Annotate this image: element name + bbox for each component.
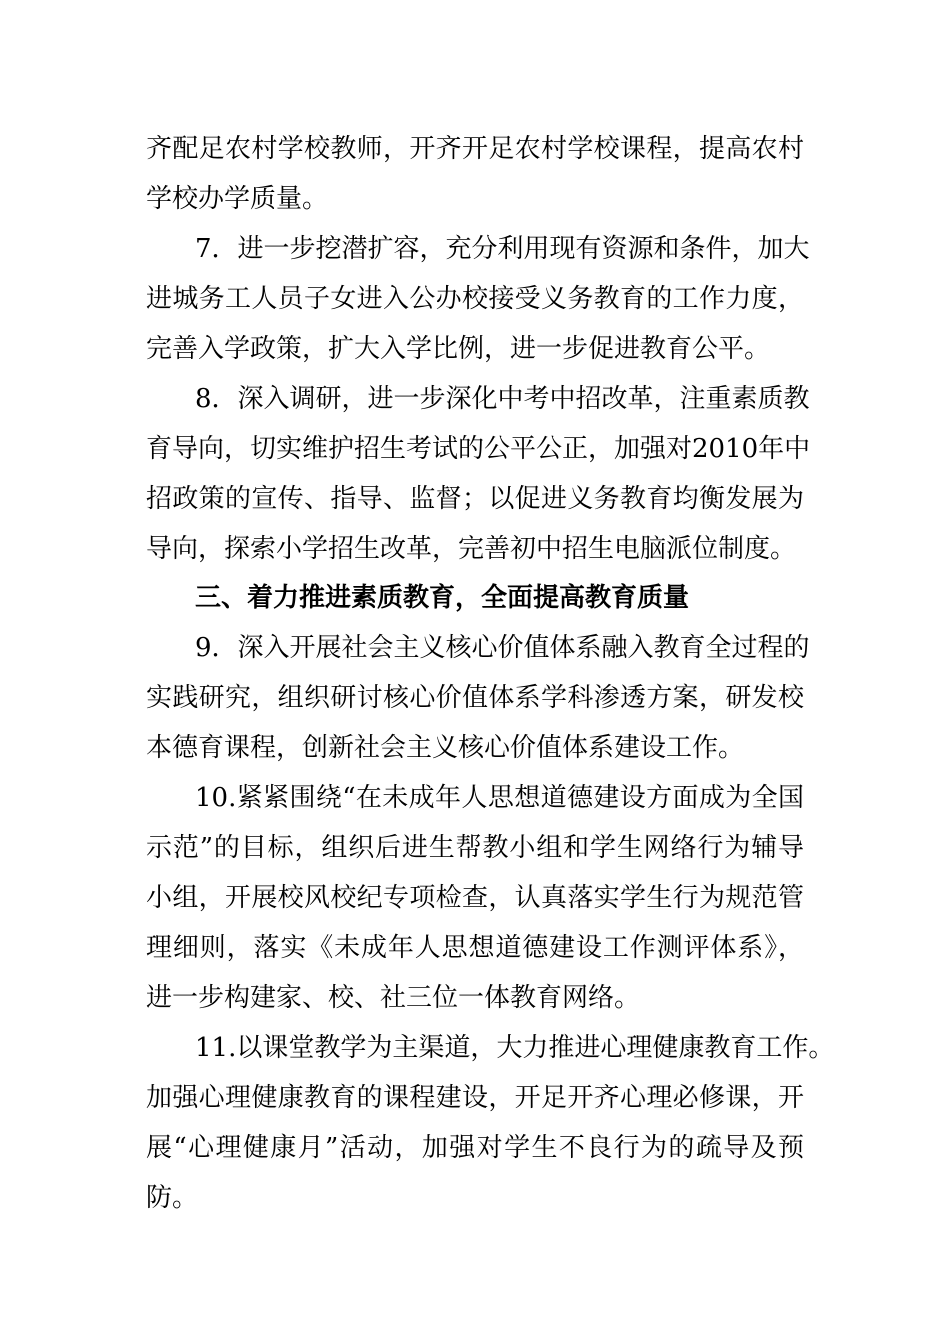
- text-line: 示范”的目标，组织后进生帮教小组和学生网络行为辅导: [146, 833, 804, 863]
- paragraph-10-line: 10.紧紧围绕“在未成年人思想道德建设方面成为全国: [195, 783, 804, 813]
- text-line: 加强心理健康教育的课程建设，开足开齐心理必修课，开: [146, 1083, 804, 1113]
- text-line: 小组，开展校风校纪专项检查，认真落实学生行为规范管: [146, 883, 804, 913]
- text-line: 进一步构建家、校、社三位一体教育网络。: [146, 983, 641, 1013]
- text-line: 齐配足农村学校教师，开齐开足农村学校课程，提高农村: [146, 134, 804, 164]
- text-line: 防。: [146, 1183, 199, 1213]
- paragraph-11-line: 11.以课堂教学为主渠道，大力推进心理健康教育工作。: [195, 1033, 835, 1063]
- paragraph-8-line: 8．深入调研，进一步深化中考中招改革，注重素质教: [195, 384, 810, 414]
- text-line: 理细则，落实《未成年人思想道德建设工作测评体系》，: [146, 933, 804, 963]
- text-line: 育导向，切实维护招生考试的公平公正，加强对2010年中: [146, 434, 811, 464]
- text-line: 学校办学质量。: [146, 184, 329, 214]
- text-line: 进城务工人员子女进入公办校接受义务教育的工作力度，: [146, 284, 804, 314]
- paragraph-7-line: 7．进一步挖潜扩容，充分利用现有资源和条件，加大: [195, 234, 810, 264]
- text-line: 招政策的宣传、指导、监督；以促进义务教育均衡发展为: [146, 484, 804, 514]
- section-heading: 三、着力推进素质教育，全面提高教育质量: [195, 583, 690, 613]
- text-line: 完善入学政策，扩大入学比例，进一步促进教育公平。: [146, 334, 771, 364]
- text-line: 展“心理健康月”活动，加强对学生不良行为的疏导及预: [146, 1133, 804, 1163]
- text-line: 导向，探索小学招生改革，完善初中招生电脑派位制度。: [146, 534, 797, 564]
- paragraph-9-line: 9．深入开展社会主义核心价值体系融入教育全过程的: [195, 633, 810, 663]
- text-line: 实践研究，组织研讨核心价值体系学科渗透方案，研发校: [146, 683, 804, 713]
- text-line: 本德育课程，创新社会主义核心价值体系建设工作。: [146, 733, 745, 763]
